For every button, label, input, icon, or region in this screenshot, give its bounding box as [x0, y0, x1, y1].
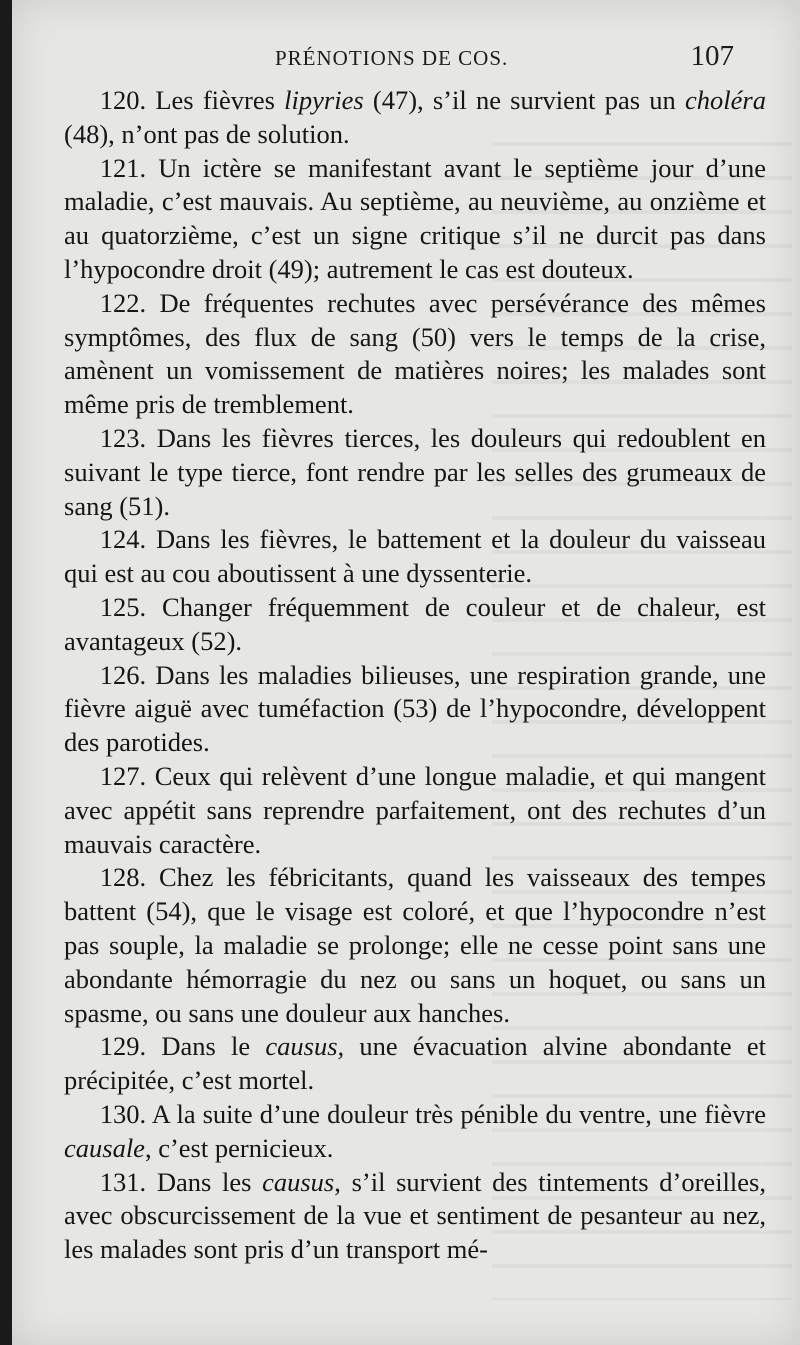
paragraph [64, 591, 766, 659]
paragraph [64, 861, 766, 1030]
paragraph-text: Chez les fébricitants, quand les vaisseaux des tempes battent (54), que le visage est coloré, et que l’hypocondre n’est pas souple, la maladie se prolonge; elle ne cesse point sans une abondante hémorragie du nez ou sans un hoquet, ou sans un spasme, ou sans une douleur aux hanches. [64, 862, 766, 1028]
book-page [12, 0, 800, 1345]
paragraph-number: 125. [99, 591, 147, 622]
paragraph [64, 84, 766, 152]
paragraph-number: 123. [99, 422, 147, 453]
paragraph [64, 422, 766, 523]
paragraph-text: De fréquentes rechutes avec persévérance des mêmes symptômes, des flux de sang (50) vers le temps de la crise, amènent un vomissement de matières noires; les malades sont même pris de tremblement. [64, 287, 766, 420]
paragraph [64, 1098, 766, 1166]
paragraph-number: 131. [99, 1166, 147, 1197]
paragraph-text: une évacuation alvine abondante et précipitée, c’est mortel. [64, 1031, 767, 1096]
paragraph [64, 760, 766, 861]
paragraph-text: A la suite d’une douleur très pénible du ventre, une fièvre [146, 1098, 766, 1129]
paragraph-text: Dans les maladies bilieuses, une respiration grande, une fièvre aiguë avec tuméfaction (53) de l’hypocondre, développent des parotides. [64, 659, 766, 758]
italic-term: causus, [265, 1031, 345, 1062]
paragraph-text: (47), s’il ne survient pas un [363, 85, 686, 115]
paragraph [64, 287, 766, 422]
paragraph-text: Les fièvres [146, 85, 285, 115]
paragraph-number: 121. [99, 152, 147, 183]
paragraph-text: Changer fréquemment de couleur et de chaleur, est avantageux (52). [64, 591, 766, 656]
italic-term: causale [64, 1132, 145, 1163]
paragraph-text: (48), n’ont pas de solution. [64, 118, 350, 149]
italic-term: choléra [685, 85, 766, 115]
paragraph [64, 523, 766, 591]
body-text [64, 84, 766, 1267]
paragraph-text: Un ictère se manifestant avant le septième jour d’une maladie, c’est mauvais. Au septième, au neuvième, au onzième et au quatorzième, c’est un signe critique s’il ne durcit pas dans l’hypocondre droit (49); autrement le cas est douteux. [64, 152, 766, 284]
paragraph-text: Dans les fièvres, le battement et la douleur du vaisseau qui est au cou aboutissent à une dyssenterie. [64, 524, 766, 589]
paragraph-number: 120. [99, 85, 147, 115]
paragraph-number: 130. [99, 1098, 147, 1129]
paragraph [64, 1166, 766, 1267]
paragraph-number: 127. [99, 760, 147, 791]
paragraph-text: Dans le [146, 1031, 266, 1062]
paragraph-text: Dans les fièvres tierces, les douleurs qui redoublent en suivant le type tierce, font rendre par les selles des grumeaux de sang (51). [64, 422, 766, 521]
italic-term: lipyries [284, 85, 364, 115]
paragraph [64, 152, 766, 287]
running-title: PRÉNOTIONS DE COS. [275, 46, 509, 70]
page-number: 107 [690, 40, 734, 72]
paragraph-text: , s’il survient des tintements d’oreilles, avec obscurcissement de la vue et sentiment de pesanteur au nez, les malades sont pris d’un transport mé- [64, 1166, 766, 1265]
paragraph-text: , c’est pernicieux. [144, 1132, 334, 1163]
paragraph-text: Dans les [146, 1166, 263, 1197]
paragraph-text: Ceux qui relèvent d’une longue maladie, et qui mangent avec appétit sans reprendre parfaitement, ont des rechutes d’un mauvais caractère. [64, 760, 766, 859]
paragraph-number: 129. [99, 1031, 147, 1062]
paragraph-number: 126. [99, 659, 147, 690]
paragraph-number: 124. [99, 524, 147, 555]
italic-term: causus [262, 1166, 335, 1197]
paragraph [64, 1030, 766, 1098]
page-header [12, 40, 800, 80]
paragraph [64, 659, 766, 760]
paragraph-number: 122. [99, 287, 147, 318]
paragraph-number: 128. [99, 862, 147, 893]
